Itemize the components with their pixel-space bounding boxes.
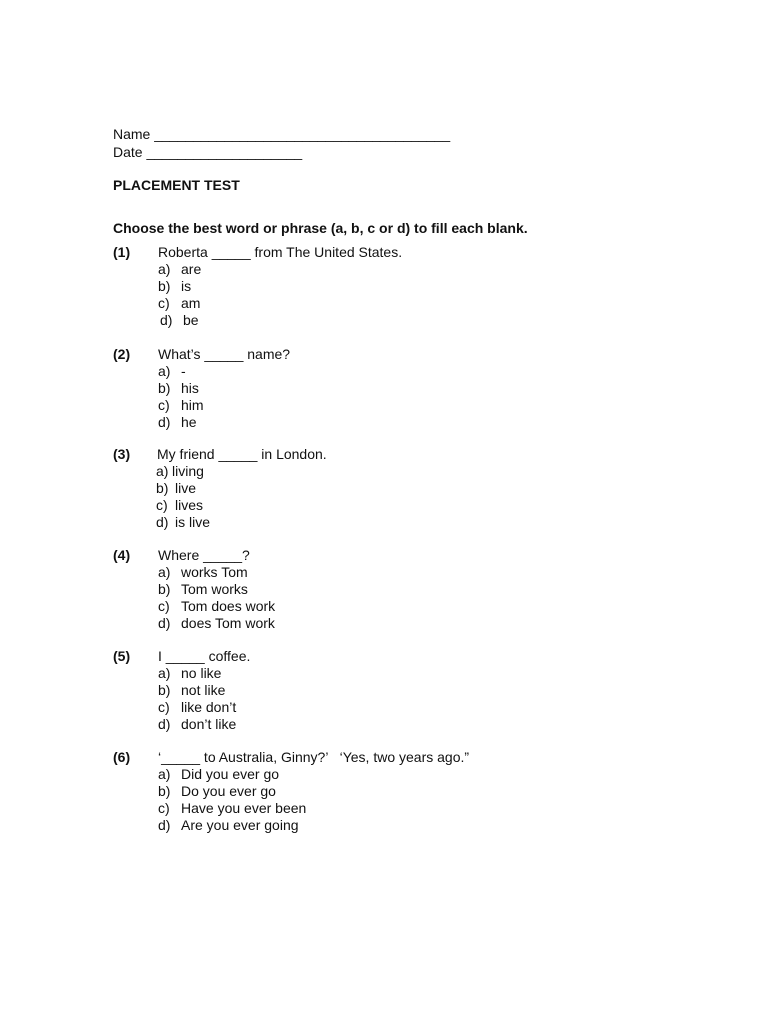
date-line: Date ____________________: [113, 144, 303, 160]
option-letter: c): [158, 800, 170, 816]
name-line: Name ______________________________________: [113, 126, 451, 142]
option-c: [158, 598, 275, 615]
option-text: Are you ever going: [181, 817, 299, 833]
option-letter: c): [156, 497, 168, 513]
option-text: Do you ever go: [181, 783, 276, 799]
option-a: [158, 261, 201, 278]
option-b: [158, 682, 225, 699]
option-letter: a): [156, 463, 169, 479]
page-title: PLACEMENT TEST: [113, 177, 240, 193]
option-text: no like: [181, 665, 222, 681]
option-text: -: [181, 363, 186, 379]
option-text: don’t like: [181, 716, 237, 732]
option-b: [158, 278, 191, 295]
question-stem: What’s _____ name?: [158, 346, 291, 362]
option-text: live: [175, 480, 197, 496]
option-a: [158, 766, 279, 783]
option-d: [158, 817, 299, 834]
option-letter: c): [158, 295, 170, 311]
question-number: (1): [113, 244, 131, 260]
option-text: lives: [175, 497, 204, 513]
option-letter: b): [158, 380, 171, 396]
option-letter: c): [158, 397, 170, 413]
option-text: is: [181, 278, 192, 294]
option-letter: b): [156, 480, 169, 496]
option-text: Tom works: [181, 581, 248, 597]
question-stem: My friend _____ in London.: [157, 446, 327, 462]
option-letter: d): [158, 615, 171, 631]
option-a: [158, 665, 221, 682]
option-a: [158, 363, 186, 380]
option-letter: d): [156, 514, 169, 530]
option-letter: c): [158, 598, 170, 614]
option-c: [158, 295, 200, 312]
question-number: (6): [113, 749, 131, 765]
option-d: [158, 716, 236, 733]
option-text: his: [181, 380, 199, 396]
option-d: [160, 312, 199, 329]
option-letter: b): [158, 783, 171, 799]
option-text: is live: [175, 514, 211, 530]
question-number: (3): [113, 446, 131, 462]
question-number: (4): [113, 547, 131, 563]
question-stem: Roberta _____ from The United States.: [158, 244, 403, 260]
option-letter: b): [158, 682, 171, 698]
option-text: are: [181, 261, 202, 277]
option-text: works Tom: [181, 564, 248, 580]
option-letter: a): [158, 766, 171, 782]
option-text: does Tom work: [181, 615, 275, 631]
option-text: like don’t: [181, 699, 237, 715]
option-text: not like: [181, 682, 226, 698]
option-d: [158, 615, 275, 632]
question-stem: I _____ coffee.: [158, 648, 251, 664]
option-c: [158, 699, 236, 716]
option-letter: a): [158, 564, 171, 580]
option-letter: a): [158, 363, 171, 379]
option-letter: b): [158, 278, 171, 294]
option-c: [158, 800, 306, 817]
option-c: [158, 397, 204, 414]
option-a: [158, 564, 248, 581]
option-b: [158, 581, 248, 598]
option-c: [156, 497, 203, 514]
option-d: [156, 514, 210, 531]
question-number: (2): [113, 346, 131, 362]
option-text: he: [181, 414, 197, 430]
option-text: be: [183, 312, 199, 328]
option-d: [158, 414, 197, 431]
option-text: am: [181, 295, 201, 311]
option-letter: b): [158, 581, 171, 597]
option-b: [156, 480, 196, 497]
option-b: [158, 380, 199, 397]
option-letter: d): [158, 716, 171, 732]
option-letter: c): [158, 699, 170, 715]
option-a: [156, 463, 204, 480]
option-text: Did you ever go: [181, 766, 280, 782]
option-letter: a): [158, 665, 171, 681]
option-letter: d): [158, 817, 171, 833]
option-text: Tom does work: [181, 598, 276, 614]
option-letter: d): [160, 312, 173, 328]
option-text: Have you ever been: [181, 800, 307, 816]
option-text: living: [172, 463, 204, 479]
question-number: (5): [113, 648, 131, 664]
question-stem: ‘_____ to Australia, Ginny?’ ‘Yes, two years ago.”: [158, 749, 470, 765]
option-text: him: [181, 397, 204, 413]
instructions: Choose the best word or phrase (a, b, c or d) to fill each blank.: [113, 220, 528, 236]
question-stem: Where _____?: [158, 547, 250, 563]
option-b: [158, 783, 276, 800]
option-letter: a): [158, 261, 171, 277]
option-letter: d): [158, 414, 171, 430]
